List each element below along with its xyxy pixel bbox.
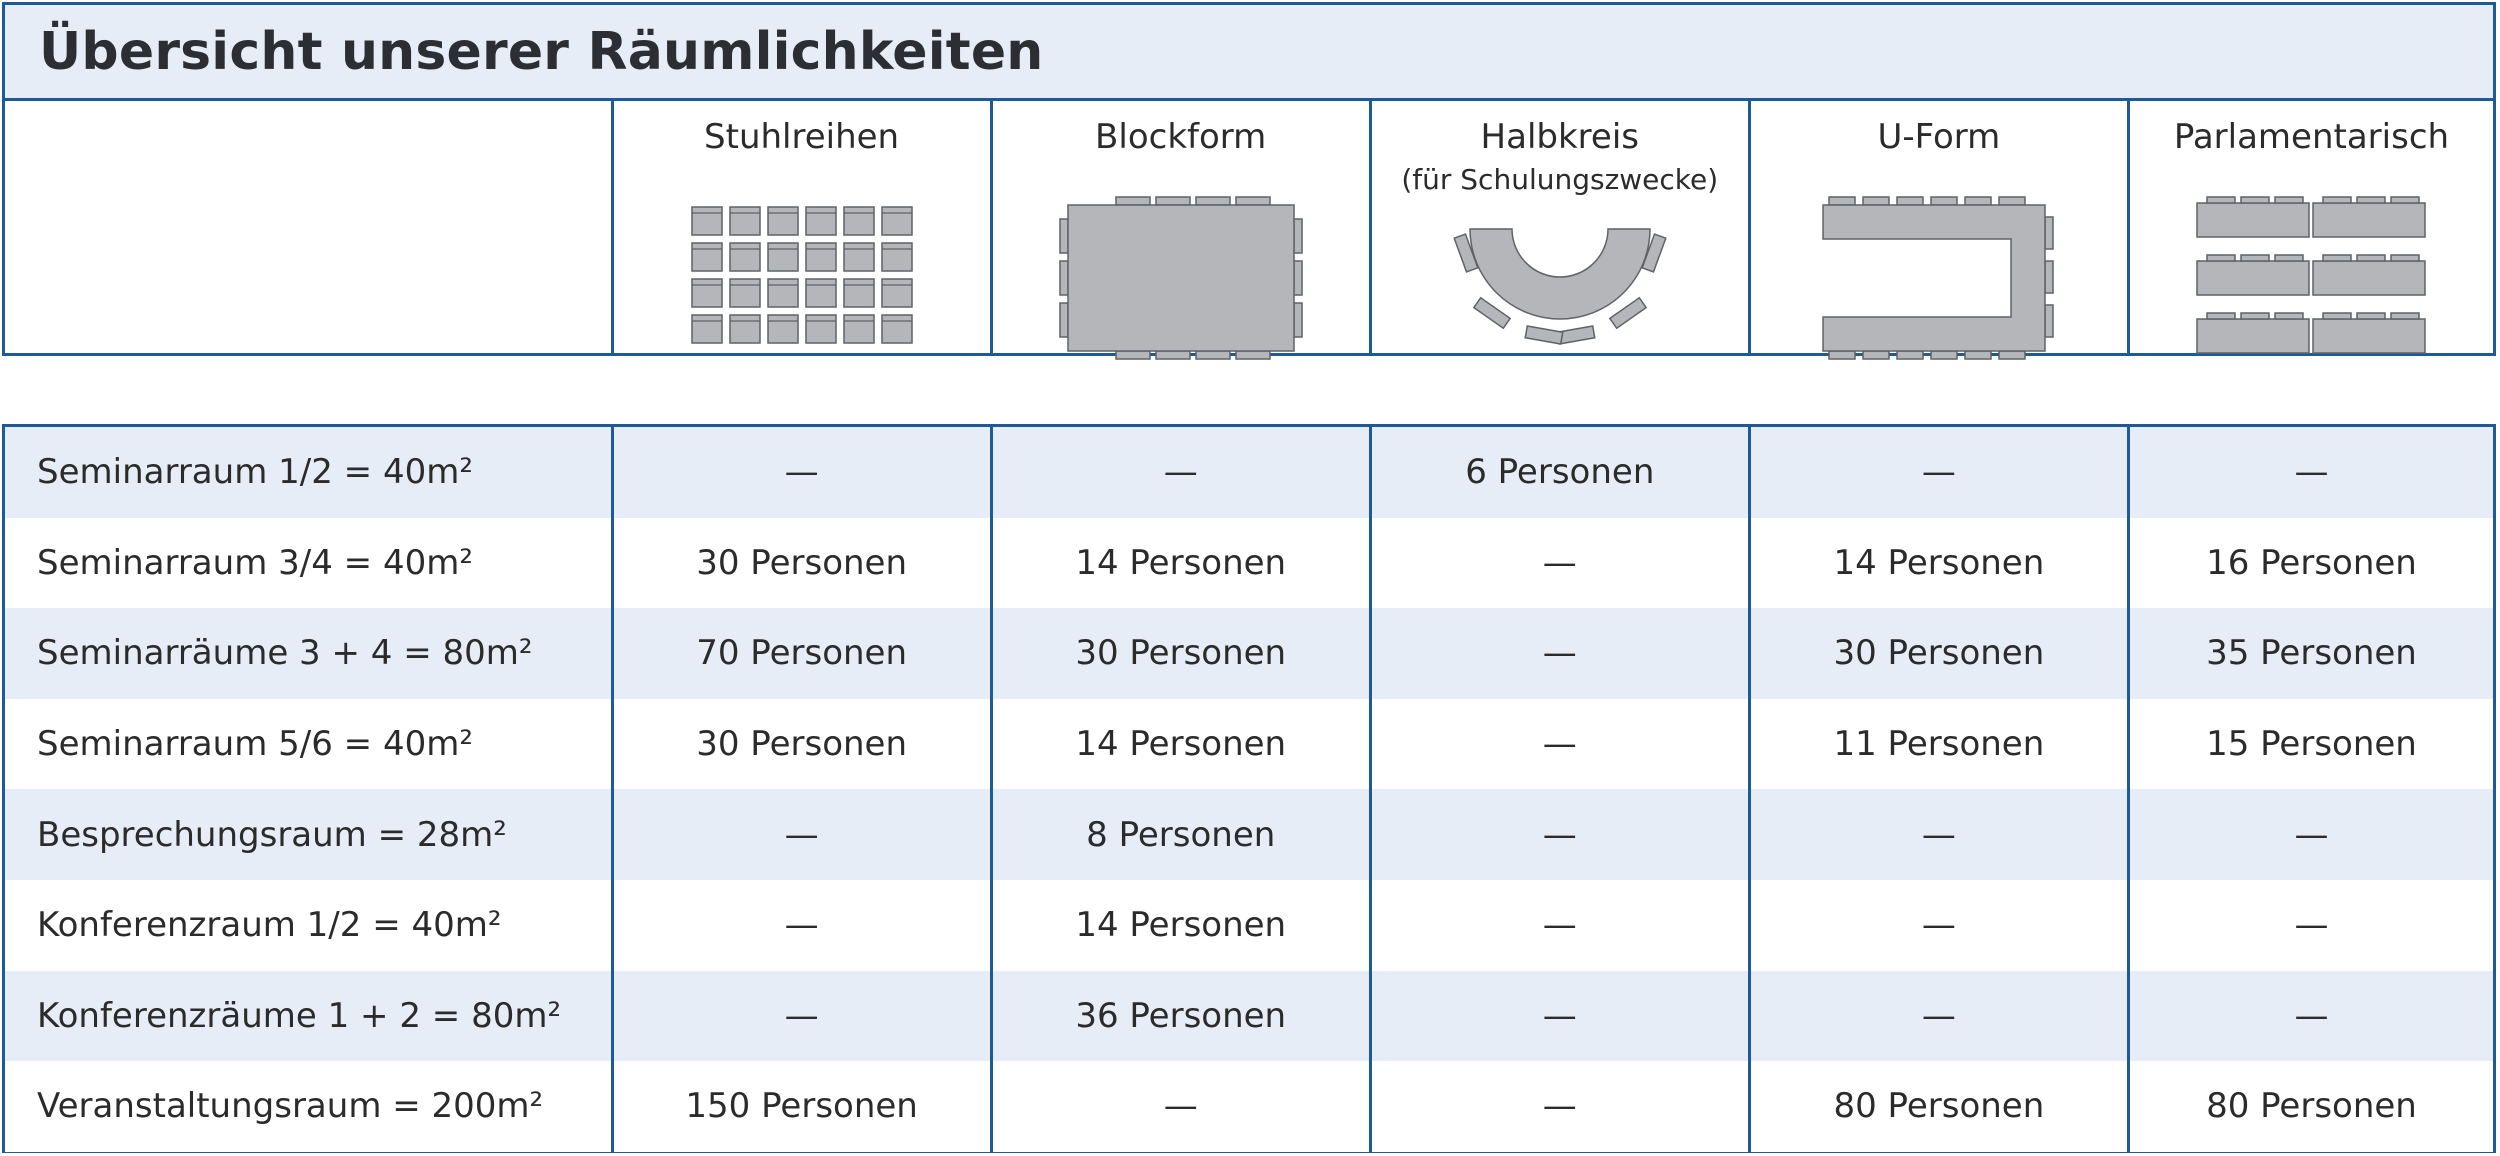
table-row — [5, 699, 2493, 790]
capacity-cell: — — [990, 1061, 1369, 1152]
capacity-cell: — — [1748, 789, 2127, 880]
room-name: Seminarraum 5/6 = 40m² — [37, 724, 473, 765]
capacity-cell: 8 Personen — [990, 789, 1369, 880]
room-name: Seminarraum 1/2 = 40m² — [37, 452, 473, 493]
capacity-cell: — — [2127, 880, 2493, 971]
capacity-cell: 11 Personen — [1748, 699, 2127, 790]
capacity-cell: 30 Personen — [611, 699, 990, 790]
table-row — [5, 427, 2493, 518]
capacity-cell: — — [611, 427, 990, 518]
capacity-cell: 30 Personen — [1748, 608, 2127, 699]
capacity-table — [2, 424, 2496, 1153]
title-bar — [5, 5, 2493, 101]
capacity-cell: — — [611, 971, 990, 1062]
chair-rows-icon — [682, 199, 922, 359]
capacity-cell: 80 Personen — [1748, 1061, 2127, 1152]
capacity-cell: — — [1748, 971, 2127, 1062]
layout-halbkreis — [1369, 101, 1748, 354]
layout-corner-cell — [5, 101, 611, 354]
layout-label: Halbkreis — [1480, 117, 1639, 157]
capacity-cell: 30 Personen — [611, 518, 990, 609]
capacity-cell: — — [611, 880, 990, 971]
capacity-cell: — — [1369, 880, 1748, 971]
capacity-cell: 35 Personen — [2127, 608, 2493, 699]
capacity-cell: — — [1748, 880, 2127, 971]
capacity-cell: — — [1369, 971, 1748, 1062]
capacity-cell: — — [1369, 789, 1748, 880]
layout-label: U-Form — [1877, 117, 2001, 157]
room-name: Seminarraum 3/4 = 40m² — [37, 542, 473, 583]
layout-stuhlreihen — [611, 101, 990, 354]
room-name: Seminarräume 3 + 4 = 80m² — [37, 633, 533, 674]
capacity-cell: — — [1369, 518, 1748, 609]
layout-header-table — [2, 2, 2496, 356]
capacity-cell: 80 Personen — [2127, 1061, 2493, 1152]
u-shape-icon — [1819, 193, 2059, 363]
half-circle-icon — [1440, 221, 1680, 351]
capacity-cell: 14 Personen — [990, 518, 1369, 609]
table-row — [5, 971, 2493, 1062]
layout-parlamentarisch — [2127, 101, 2493, 354]
layout-label: Blockform — [1095, 117, 1267, 157]
capacity-cell: 30 Personen — [990, 608, 1369, 699]
layout-sub-label: (für Schulungszwecke) — [1401, 163, 1719, 196]
layout-row — [5, 101, 2493, 354]
capacity-cell: — — [1369, 1061, 1748, 1152]
table-row — [5, 518, 2493, 609]
capacity-cell: — — [2127, 789, 2493, 880]
table-row — [5, 608, 2493, 699]
layout-label: Parlamentarisch — [2173, 117, 2450, 157]
layout-label: Stuhlreihen — [704, 117, 900, 157]
room-name: Besprechungsraum = 28m² — [37, 814, 507, 855]
page-title: Übersicht unserer Räumlichkeiten — [39, 21, 1044, 82]
capacity-cell: — — [611, 789, 990, 880]
capacity-cell: 150 Personen — [611, 1061, 990, 1152]
capacity-cell: — — [2127, 427, 2493, 518]
capacity-cell: 36 Personen — [990, 971, 1369, 1062]
capacity-cell: — — [1369, 608, 1748, 699]
room-name: Veranstaltungsraum = 200m² — [37, 1086, 544, 1127]
table-row — [5, 789, 2493, 880]
capacity-cell: 14 Personen — [990, 880, 1369, 971]
parliament-icon — [2191, 193, 2431, 363]
capacity-cell: 14 Personen — [990, 699, 1369, 790]
room-name: Konferenzräume 1 + 2 = 80m² — [37, 995, 562, 1036]
layout-blockform — [990, 101, 1369, 354]
capacity-cell: 15 Personen — [2127, 699, 2493, 790]
capacity-cell: 70 Personen — [611, 608, 990, 699]
capacity-cell: 6 Personen — [1369, 427, 1748, 518]
capacity-cell: — — [1369, 699, 1748, 790]
capacity-cell: — — [1748, 427, 2127, 518]
table-row — [5, 1061, 2493, 1152]
layout-u-form — [1748, 101, 2127, 354]
capacity-cell: — — [990, 427, 1369, 518]
room-name: Konferenzraum 1/2 = 40m² — [37, 905, 502, 946]
capacity-cell: 16 Personen — [2127, 518, 2493, 609]
capacity-cell: — — [2127, 971, 2493, 1062]
capacity-cell: 14 Personen — [1748, 518, 2127, 609]
table-row — [5, 880, 2493, 971]
block-table-icon — [1056, 193, 1306, 363]
